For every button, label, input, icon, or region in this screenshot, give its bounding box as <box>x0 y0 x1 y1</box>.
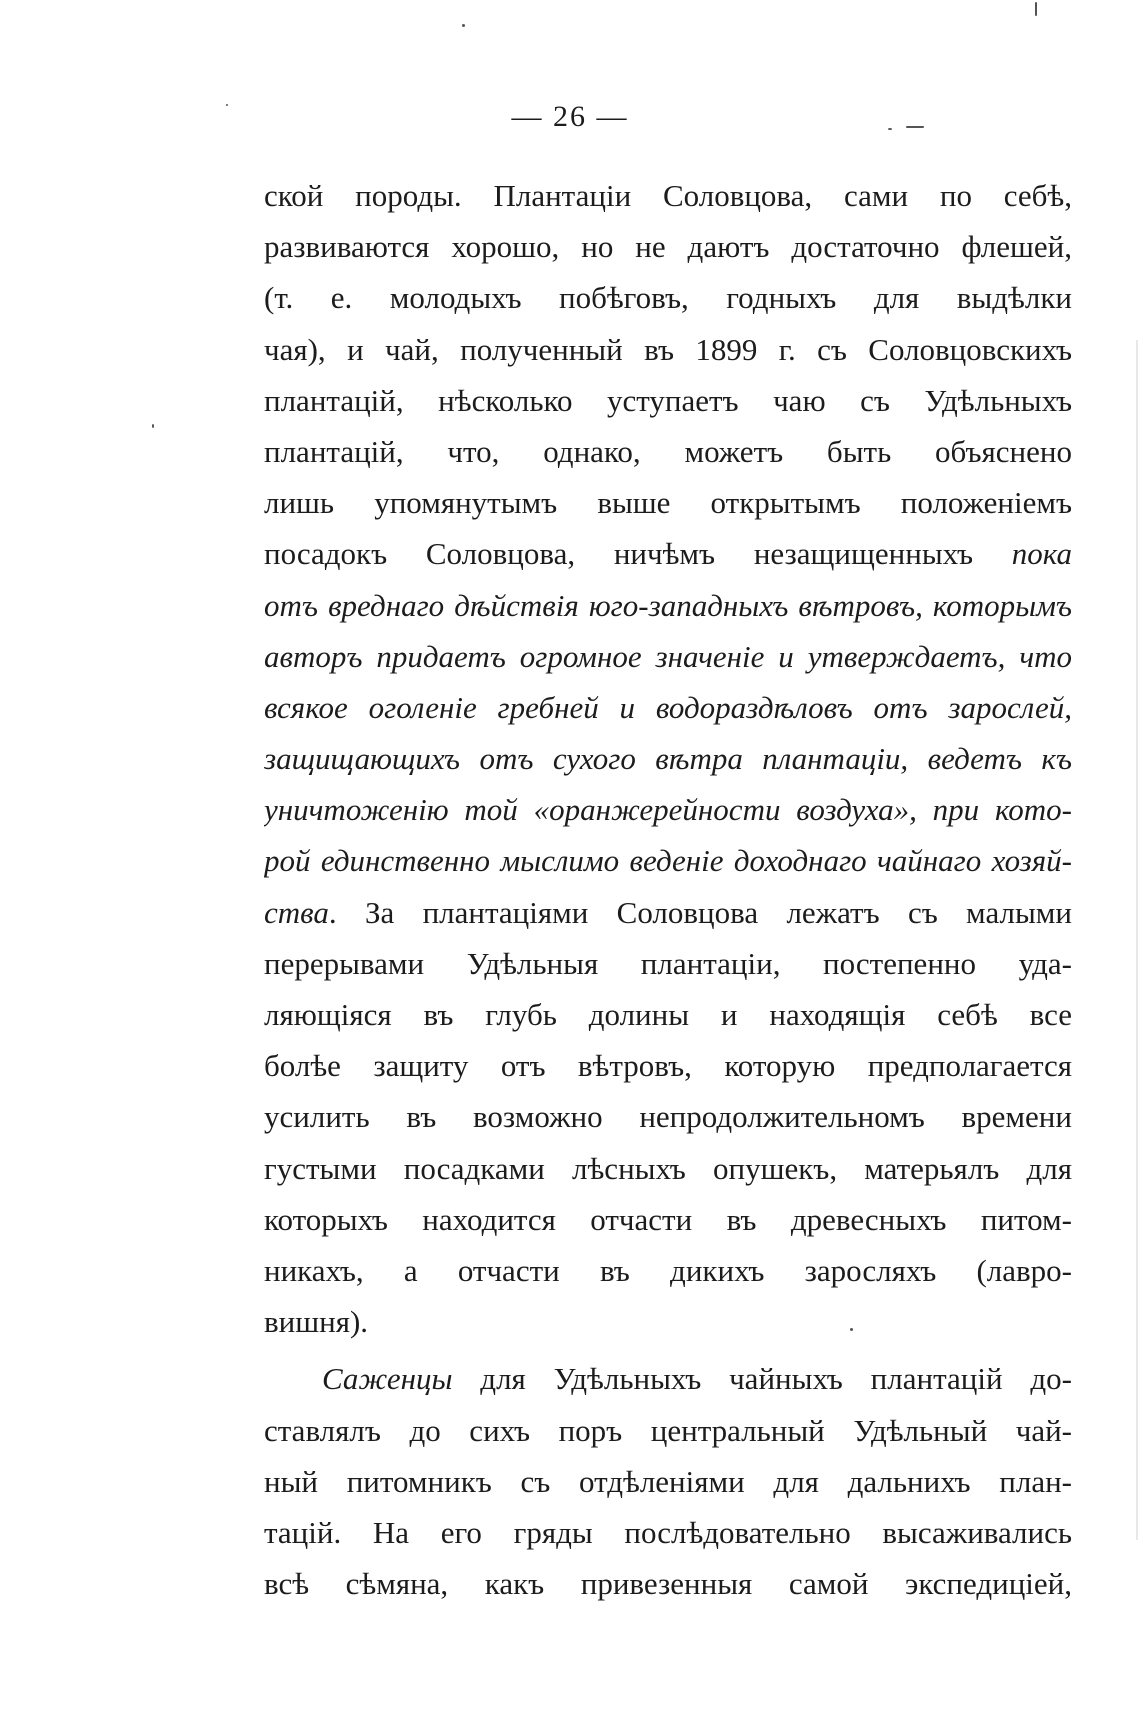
text-line <box>264 1558 1072 1609</box>
italic-text: авторъ придаетъ огромное значеніе и утверждаетъ, что <box>264 638 1072 674</box>
text-run: болѣе защиту отъ вѣтровъ, которую предполагается <box>264 1048 1072 1084</box>
text-run: лишь упомянутымъ выше открытымъ положеніемъ <box>264 485 1072 521</box>
text-line <box>264 835 1072 886</box>
italic-text: защищающихъ отъ сухого вѣтра плантаціи, ведетъ къ <box>264 741 1072 777</box>
italic-text: всякое оголеніе гребней и водораздѣловъ отъ зарослей, <box>264 689 1072 725</box>
text-line <box>264 1405 1072 1456</box>
text-run: . За плантаціями Соловцова лежатъ съ малыми <box>328 894 1072 930</box>
text-line <box>264 1456 1072 1507</box>
scan-speck <box>152 424 154 428</box>
text-line <box>264 989 1072 1040</box>
text-line <box>264 887 1072 938</box>
text-line <box>264 221 1072 272</box>
text-run: (т. е. молодыхъ побѣговъ, годныхъ для выдѣлки <box>264 280 1072 316</box>
page-number: — 26 — <box>511 100 629 133</box>
text-line <box>264 1040 1072 1091</box>
italic-text: пока <box>1011 536 1072 572</box>
text-line <box>264 938 1072 989</box>
text-run: тацій. На его гряды послѣдовательно высаживались <box>264 1514 1072 1550</box>
italic-text: отъ вреднаго дѣйствія юго-западныхъ вѣтровъ, которымъ <box>264 587 1072 623</box>
scan-speck <box>850 1328 853 1331</box>
text-line <box>264 631 1072 682</box>
text-line <box>264 324 1072 375</box>
scan-speck <box>1035 2 1037 16</box>
text-line <box>264 1296 1072 1347</box>
text-run: плантацій, нѣсколько уступаетъ чаю съ Удѣльныхъ <box>264 382 1072 418</box>
text-run: вишня). <box>264 1304 369 1340</box>
text-line <box>264 1245 1072 1296</box>
text-run: ской породы. Плантаціи Соловцова, сами по себѣ, <box>264 178 1072 213</box>
scan-speck <box>462 24 465 27</box>
text-run: чая), и чай, полученный въ 1899 г. съ Соловцовскихъ <box>264 331 1072 367</box>
text-run: перерывами Удѣльныя плантаціи, постепенно уда- <box>264 945 1072 981</box>
text-line <box>264 528 1072 579</box>
body-text <box>264 170 1072 1609</box>
italic-text: уничтоженію той «оранжерейности воздуха», при кото- <box>264 792 1072 828</box>
text-run: развиваются хорошо, но не даютъ достаточно флешей, <box>264 229 1072 265</box>
text-run: густыми посадками лѣсныхъ опушекъ, матерьялъ для <box>264 1150 1072 1186</box>
text-line <box>264 1194 1072 1245</box>
text-line <box>264 733 1072 784</box>
text-run: ставлялъ до сихъ поръ центральный Удѣльный чай- <box>264 1412 1072 1448</box>
text-line <box>264 1353 1072 1404</box>
scan-speck <box>888 128 892 130</box>
text-run: для Удѣльныхъ чайныхъ плантацій до- <box>452 1361 1072 1397</box>
text-line <box>264 784 1072 835</box>
text-run: ляющіяся въ глубь долины и находящія себѣ все <box>264 997 1072 1032</box>
scan-edge-shadow <box>1136 340 1138 1540</box>
text-line <box>264 1091 1072 1142</box>
text-run: которыхъ находится отчасти въ древесныхъ питом- <box>264 1201 1072 1237</box>
text-line <box>264 1507 1072 1558</box>
text-run: посадокъ Соловцова, ничѣмъ незащищенныхъ <box>264 536 1012 572</box>
text-run: всѣ сѣмяна, какъ привезенныя самой экспедиціей, <box>264 1566 1072 1602</box>
scan-speck <box>906 126 924 128</box>
text-run: никахъ, а отчасти въ дикихъ заросляхъ (лавро- <box>264 1252 1072 1288</box>
text-line <box>264 580 1072 631</box>
text-line <box>264 426 1072 477</box>
text-line <box>264 1143 1072 1194</box>
italic-text: рой единственно мыслимо веденіе доходнаго чайнаго хозяй- <box>264 843 1072 879</box>
text-line <box>264 477 1072 528</box>
text-line <box>264 682 1072 733</box>
text-line <box>264 272 1072 323</box>
text-run: усилить въ возможно непродолжительномъ времени <box>264 1099 1072 1135</box>
italic-text: ства <box>264 894 329 930</box>
text-run: плантацій, что, однако, можетъ быть объяснено <box>264 433 1072 469</box>
italic-text: Саженцы <box>322 1361 453 1397</box>
text-line <box>264 170 1072 221</box>
scan-speck <box>226 104 228 106</box>
text-run: ный питомникъ съ отдѣленіями для дальнихъ план- <box>264 1463 1072 1499</box>
text-line <box>264 375 1072 426</box>
